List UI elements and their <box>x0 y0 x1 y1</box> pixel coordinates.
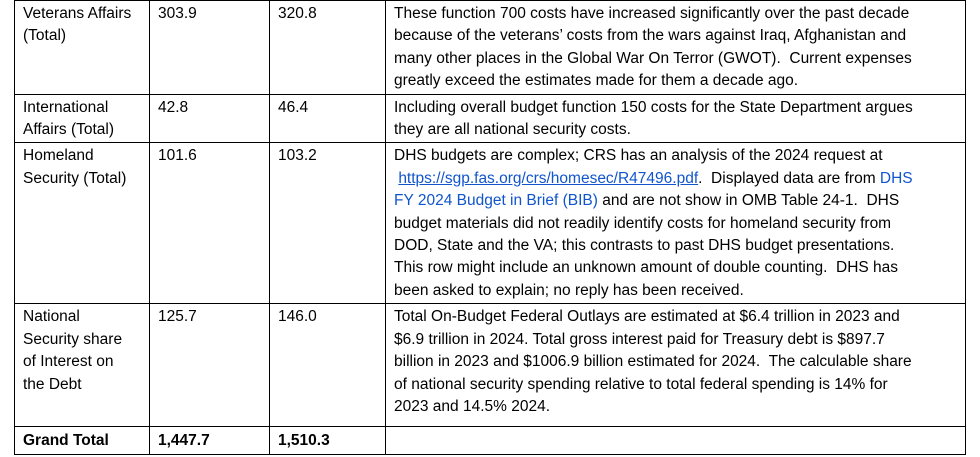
fy2023-value: 303.9 <box>150 1 270 95</box>
fy2023-value: 101.6 <box>150 143 270 304</box>
row-label: National Security share of Interest on the Debt <box>15 304 150 427</box>
fy2023-value: 42.8 <box>150 94 270 143</box>
dhs-bib-link-cont[interactable]: FY 2024 Budget in Brief (BIB) <box>394 192 598 210</box>
fy2023-value: 125.7 <box>150 304 270 427</box>
row-note: Including overall budget function 150 costs for the State Department argues they are all national security costs. <box>386 94 966 143</box>
table-row <box>15 1 966 95</box>
fy2024-value: 103.2 <box>270 143 386 304</box>
fy2024-value: 320.8 <box>270 1 386 95</box>
row-note: Total On-Budget Federal Outlays are estimated at $6.4 trillion in 2023 and $6.9 trillion in 2024. Total gross interest paid for Treasury debt is $897.7 billion in 2023 and $1006.9 billion estimated for 2024. The calculable share of national security spending relative to total federal spending is 14% for 2023 and 14.5% 2024. <box>386 304 966 427</box>
row-label: Homeland Security (Total) <box>15 143 150 304</box>
fy2024-value: 146.0 <box>270 304 386 427</box>
dhs-bib-link[interactable]: DHS <box>879 169 913 187</box>
row-label: Veterans Affairs (Total) <box>15 1 150 95</box>
table-row <box>15 143 966 304</box>
budget-table <box>14 0 966 455</box>
row-note: DHS budgets are complex; CRS has an analysis of the 2024 request at https://sgp.fas.org/crs/homesec/R47496.pdf. Displayed data are from DHS FY 2024 Budget in Brief (BIB) and are not show in OMB Table 24-1. DHS budget materials did not readily identify costs for homeland security from DOD, State and the VA; this contrasts to past DHS budget presentations. This row might include an unknown amount of double counting. DHS has been asked to explain; no reply has been received. <box>386 143 966 304</box>
table-row <box>15 304 966 427</box>
grand-total-row <box>15 427 966 454</box>
grand-total-fy2023: 1,447.7 <box>150 427 270 454</box>
grand-total-fy2024: 1,510.3 <box>270 427 386 454</box>
crs-report-link[interactable]: https://sgp.fas.org/crs/homesec/R47496.pdf <box>398 169 699 187</box>
row-label: International Affairs (Total) <box>15 94 150 143</box>
table-row <box>15 94 966 143</box>
fy2024-value: 46.4 <box>270 94 386 143</box>
grand-total-label: Grand Total <box>15 427 150 454</box>
grand-total-note <box>386 427 966 454</box>
row-note: These function 700 costs have increased significantly over the past decade because of the veterans’ costs from the wars against Iraq, Afghanistan and many other places in the Global War On Terror (GWOT). Current expenses greatly exceed the estimates made for them a decade ago. <box>386 1 966 95</box>
